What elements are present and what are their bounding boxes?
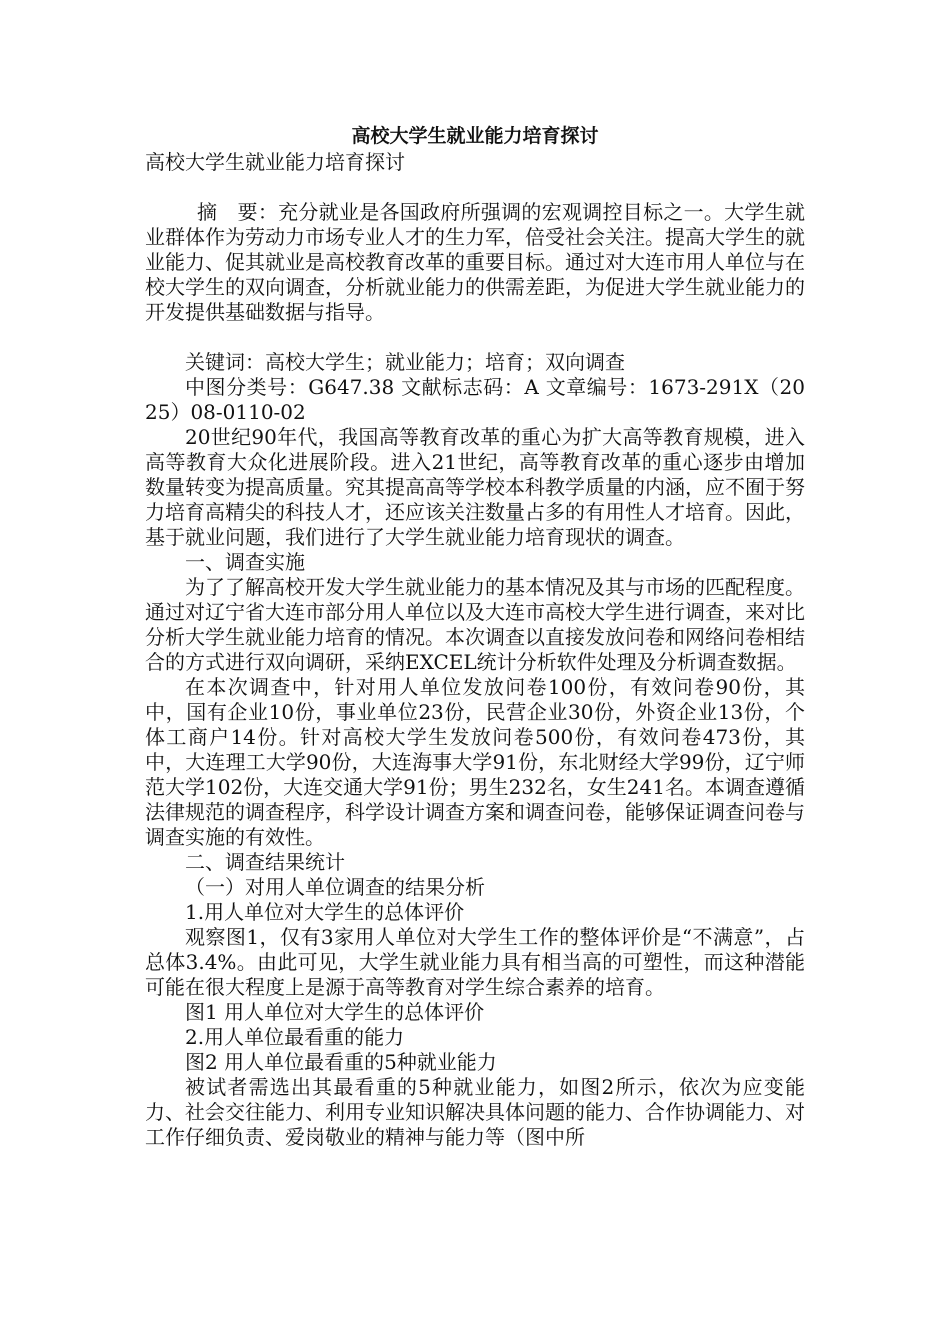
classification-line: 中图分类号：G647.38 文献标志码：A 文章编号：1673-291X（2025）08-0110-02 [145,375,805,424]
document-title: 高校大学生就业能力培育探讨 [351,125,599,147]
document-page [145,118,805,1150]
body-paragraph: 为了了解高校开发大学生就业能力的基本情况及其与市场的匹配程度。通过对辽宁省大连市部分用人单位以及大连市高校大学生进行调查，来对比分析大学生就业能力培育的情况。本次调查以直接发放问卷和网络问卷相结合的方式进行双向调研，采纳EXCEL统计分析软件处理及分析调查数据。 [145,575,805,674]
abstract-paragraph: 摘 要：充分就业是各国政府所强调的宏观调控目标之一。大学生就业群体作为劳动力市场专业人才的生力军，倍受社会关注。提高大学生的就业能力、促其就业是高校教育改革的重要目标。通过对大连市用人单位与在校大学生的双向调查，分析就业能力的供需差距，为促进大学生就业能力的开发提供基础数据与指导。 [145,200,805,324]
subsubsection-heading: 1.用人单位对大学生的总体评价 [185,900,465,924]
keywords-line: 关键词：高校大学生；就业能力；培育；双向调查 [185,350,625,374]
body-paragraph: 观察图1，仅有3家用人单位对大学生工作的整体评价是“不满意”，占总体3.4%。由此可见，大学生就业能力具有相当高的可塑性，而这种潜能可能在很大程度上是源于高等教育对学生综合素养的培育。 [145,925,805,999]
figure-caption: 图1 用人单位对大学生的总体评价 [185,1000,485,1024]
intro-paragraph: 20世纪90年代，我国高等教育改革的重心为扩大高等教育规模，进入高等教育大众化进展阶段。进入21世纪，高等教育改革的重心逐步由增加数量转变为提高质量。究其提高高等学校本科教学质量的内涵，应不囿于努力培育高精尖的科技人才，还应该关注数量占多的有用性人才培育。因此，基于就业问题，我们进行了大学生就业能力培育现状的调查。 [145,425,805,549]
figure-caption: 图2 用人单位最看重的5种就业能力 [185,1050,497,1074]
section-heading-results: 二、调查结果统计 [185,850,345,874]
subsubsection-heading: 2.用人单位最看重的能力 [185,1025,405,1049]
body-paragraph: 在本次调查中，针对用人单位发放问卷100份，有效问卷90份，其中，国有企业10份，事业单位23份，民营企业30份，外资企业13份，个体工商户14份。针对高校大学生发放问卷500份，有效问卷473份，其中，大连理工大学90份，大连海事大学91份，东北财经大学99份，辽宁师范大学102份，大连交通大学91份；男生232名，女生241名。本调查遵循法律规范的调查程序，科学设计调查方案和调查问卷，能够保证调查问卷与调查实施的有效性。 [145,675,805,849]
section-heading-survey: 一、调查实施 [185,550,305,574]
document-subtitle: 高校大学生就业能力培育探讨 [145,150,405,174]
subsection-heading: （一）对用人单位调查的结果分析 [185,875,485,899]
body-paragraph: 被试者需选出其最看重的5种就业能力，如图2所示，依次为应变能力、社会交往能力、利用专业知识解决具体问题的能力、合作协调能力、对工作仔细负责、爱岗敬业的精神与能力等（图中所 [145,1075,805,1149]
